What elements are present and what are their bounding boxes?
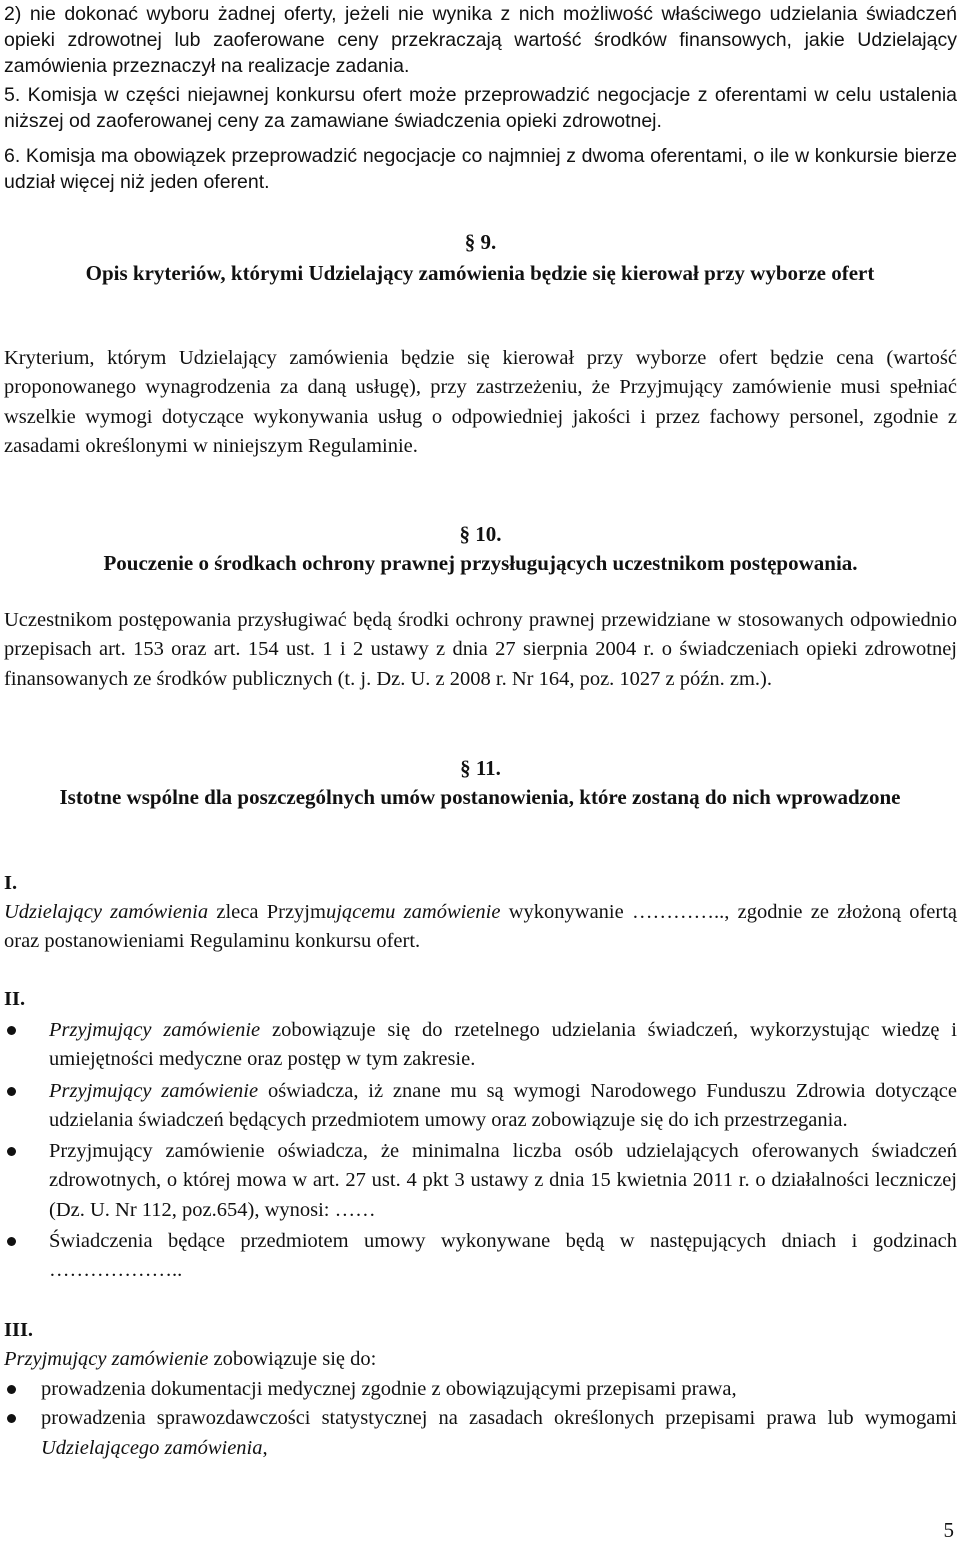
part-II-list bbox=[4, 1016, 957, 1286]
section-10-body: Uczestnikom postępowania przysługiwać będą środki ochrony prawnej przewidziane w stosowanych odpowiednio przepisach art. 153 oraz art. 154 ust. 1 i 2 ustawy z dnia 27 sierpnia 2004 r. o świadczeniach opieki zdrowotnej finansowanych ze środków publicznych (t. j. Dz. U. z 2008 r. Nr 164, poz. 1027 z późn. zm.). bbox=[4, 609, 957, 690]
bullet-icon bbox=[7, 1237, 16, 1246]
section-10-number: § 10. bbox=[459, 522, 502, 546]
part-I-text: Udzielający zamówienia zleca Przyjmującemu zamówienie wykonywanie ………….., zgodnie ze złożoną ofertą oraz postanowieniami Regulaminu konkursu ofert. bbox=[4, 901, 957, 953]
section-sign-icon: § bbox=[459, 522, 470, 546]
list-item: prowadzenia dokumentacji medycznej zgodnie z obowiązującymi przepisami prawa, bbox=[4, 1375, 957, 1404]
part-II-label: II. bbox=[4, 988, 26, 1010]
list-item: prowadzenia sprawozdawczości statystycznej na zasadach określonych przepisami prawa lub wymogami Udzielającego zamówienia, bbox=[4, 1404, 957, 1463]
bullet-icon bbox=[7, 1147, 16, 1156]
section-11-title: Istotne wspólne dla poszczególnych umów postanowienia, które zostaną do nich wprowadzone bbox=[59, 785, 901, 809]
bullet-icon bbox=[7, 1385, 16, 1394]
paragraph-point-5: 5. Komisja w części niejawnej konkursu ofert może przeprowadzić negocjacje z oferentami w celu ustalenia niższej od zaoferowanej ceny za zamawiane świadczenia opieki zdrowotnej. bbox=[4, 84, 957, 132]
list-item: Przyjmujący zamówienie zobowiązuje się do rzetelnego udzielania świadczeń, wykorzystując wiedzę i umiejętności medyczne oraz postęp w tym zakresie. bbox=[4, 1016, 957, 1075]
bullet-icon bbox=[7, 1414, 16, 1423]
part-III-list bbox=[4, 1375, 957, 1463]
list-item: Przyjmujący zamówienie oświadcza, że minimalna liczba osób udzielających oferowanych świadczeń zdrowotnych, o której mowa w art. 27 ust. 4 pkt 3 ustawy z dnia 15 kwietnia 2011 r. o działalności leczniczej (Dz. U. Nr 112, poz.654), wynosi: …… bbox=[4, 1137, 957, 1225]
page-number: 5 bbox=[943, 1518, 954, 1542]
list-item: Świadczenia będące przedmiotem umowy wykonywane będą w następujących dniach i godzinach ……………….. bbox=[4, 1227, 957, 1286]
part-III-intro: Przyjmujący zamówienie zobowiązuje się do: bbox=[4, 1348, 377, 1370]
bullet-icon bbox=[7, 1087, 16, 1096]
section-sign-icon: § bbox=[464, 230, 476, 254]
bullet-icon bbox=[7, 1026, 16, 1035]
paragraph-point-6: 6. Komisja ma obowiązek przeprowadzić negocjacje co najmniej z dwoma oferentami, o ile w konkursie bierze udział więcej niż jeden oferent. bbox=[4, 145, 957, 193]
section-9-body: Kryterium, którym Udzielający zamówienia będzie się kierował przy wyborze ofert będzie cena (wartość proponowanego wynagrodzenia za daną usługę), przy zastrzeżeniu, że Przyjmujący zamówienie musi spełniać wszelkie wymogi dotyczące wykonywania usług o odpowiedniej jakości i przez fachowy personel, zgodnie z zasadami określonymi w niniejszym Regulaminie. bbox=[4, 347, 957, 457]
list-item: Przyjmujący zamówienie oświadcza, iż znane mu są wymogi Narodowego Funduszu Zdrowia dotyczące udzielania świadczeń będących przedmiotem umowy oraz zobowiązuje się do ich przestrzegania. bbox=[4, 1077, 957, 1136]
paragraph-point-2: 2) nie dokonać wyboru żadnej oferty, jeżeli nie wynika z nich możliwość właściwego udzielania świadczeń opieki zdrowotnej lub zaoferowane ceny przekraczają wartość środków finansowych, jakie Udzielający zamówienia przeznaczył na realizacje zadania. bbox=[4, 3, 957, 77]
section-sign-icon: § bbox=[460, 756, 471, 780]
section-10-title: Pouczenie o środkach ochrony prawnej przysługujących uczestnikom postępowania. bbox=[103, 551, 858, 575]
part-I-label: I. bbox=[4, 872, 18, 894]
section-9-number: § 9. bbox=[464, 230, 497, 254]
section-11-number: § 11. bbox=[460, 756, 501, 780]
part-III-label: III. bbox=[4, 1319, 34, 1341]
section-9-title: Opis kryteriów, którymi Udzielający zamówienia będzie się kierował przy wyborze ofert bbox=[85, 261, 875, 285]
